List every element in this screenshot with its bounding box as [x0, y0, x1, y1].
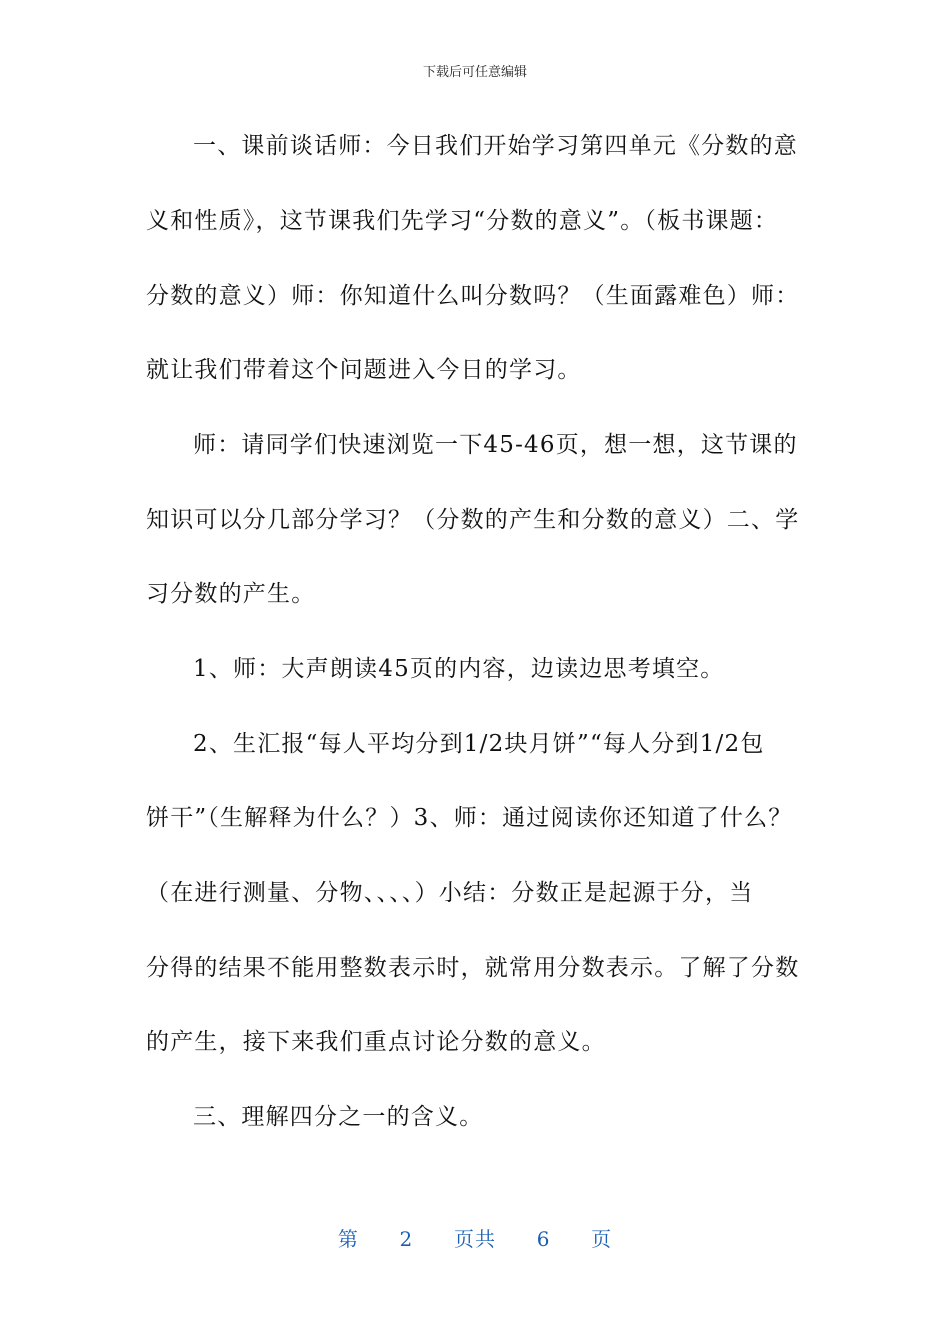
body-line-13: 的产生，接下来我们重点讨论分数的意义。: [146, 1029, 606, 1055]
body-line-7: 习分数的产生。: [146, 581, 316, 607]
body-line-5: 师：请同学们快速浏览一下45-46页，想一想，这节课的: [193, 432, 798, 458]
body-line-3: 分数的意义）师：你知道什么叫分数吗？（生面露难色）师：: [146, 283, 800, 309]
body-line-12: 分得的结果不能用整数表示时，就常用分数表示。了解了分数: [146, 955, 800, 981]
body-line-2: 义和性质》，这节课我们先学习“分数的意义”。（板书课题：: [146, 208, 779, 234]
page-suffix: 页: [591, 1227, 613, 1251]
page-number: 2: [399, 1227, 414, 1251]
page-footer: [0, 1226, 950, 1252]
body-line-4: 就让我们带着这个问题进入今日的学习。: [146, 357, 582, 383]
page-middle: 页共: [454, 1227, 496, 1251]
body-line-9: 2、生汇报“每人平均分到1/2块月饼”“每人分到1/2包: [193, 731, 765, 757]
body-line-8: 1、师：大声朗读45页的内容，边读边思考填空。: [193, 656, 725, 682]
header-note: 下载后可任意编辑: [422, 65, 527, 80]
body-line-11: （在进行测量、分物、、、、）小结：分数正是起源于分，当: [146, 880, 754, 906]
body-line-10: 饼干”（生解释为什么？）3、师：通过阅读你还知道了什么？: [146, 805, 793, 831]
body-line-14: 三、理解四分之一的含义。: [193, 1104, 484, 1130]
page-prefix: 第: [337, 1227, 359, 1251]
body-line-1: 一、课前谈话师：今日我们开始学习第四单元《分数的意: [193, 133, 798, 159]
body-line-6: 知识可以分几部分学习？（分数的产生和分数的意义）二、学: [146, 507, 800, 533]
page-header: [0, 64, 950, 82]
total-pages: 6: [536, 1227, 551, 1251]
